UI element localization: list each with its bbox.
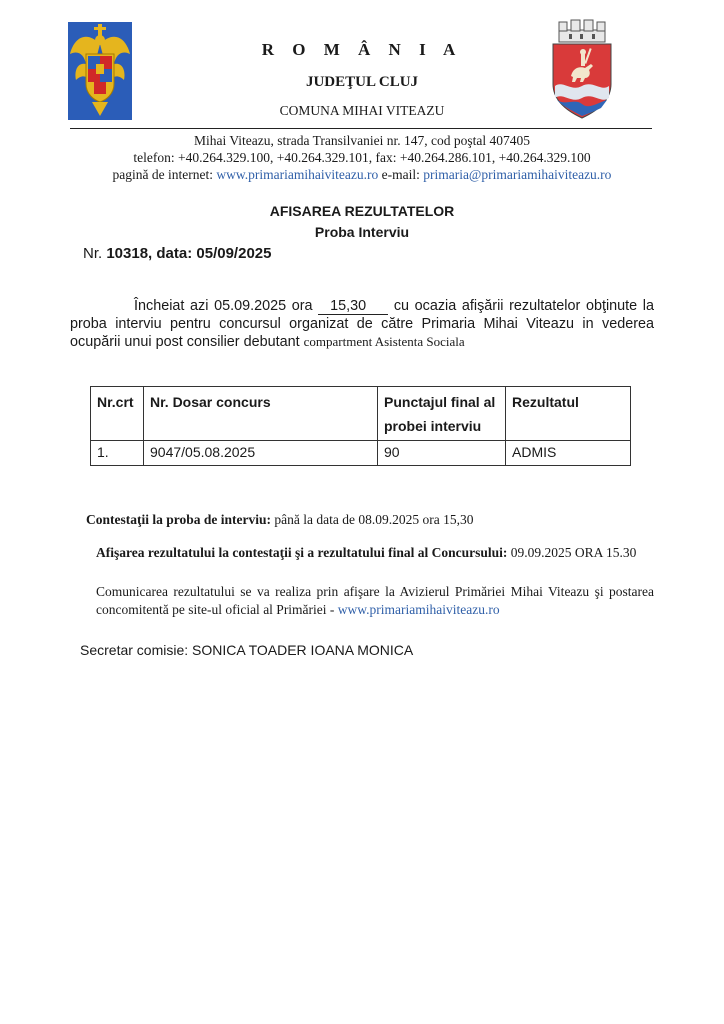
header-divider [70,128,652,129]
contact-phones: telefon: +40.264.329.100, +40.264.329.101, fax: +40.264.286.101, +40.264.329.100 [133,150,591,165]
table-header: Punctajul final al probei interviu [378,387,506,441]
contestations-line [86,512,473,528]
document-number [83,245,271,262]
body-part1: Încheiat azi 05.09.2025 ora [134,298,319,314]
document-subtitle: Proba Interviu [314,224,410,240]
body-paragraph [70,297,654,351]
contestations-value: până la data de 08.09.2025 ora 15,30 [274,512,474,527]
secretary-name: SONICA TOADER IOANA MONICA [192,642,414,658]
table-header: Nr.crt [91,387,144,441]
final-results-line [96,544,654,562]
header-country: R O M Â N I A [261,40,463,59]
table-cell: 1. [91,441,144,466]
table-header: Nr. Dosar concurs [144,387,378,441]
header-county: JUDEŢUL CLUJ [305,74,419,90]
website-link[interactable]: www.primariamihaiviteazu.ro [216,167,379,182]
body-time: 15,30 [318,299,388,315]
contact-web [0,167,724,183]
table-cell: 90 [378,441,506,466]
contestations-label: Contestaţii la proba de interviu: [86,512,271,527]
secretary-line [80,642,413,658]
contact-address: Mihai Viteazu, strada Transilvaniei nr. 147, cod poştal 407405 [193,133,531,148]
email-link[interactable]: primaria@primariamihaiviteazu.ro [423,167,612,182]
results-table [90,386,631,466]
table-header-row [91,387,631,441]
number-value: 10318, data: 05/09/2025 [106,245,272,262]
body-compartment: compartment Asistenta Sociala [303,334,465,349]
email-label: e-mail: [381,167,420,182]
web-label: pagină de internet: [112,167,214,182]
final-results-label: Afişarea rezultatului la contestaţii şi a rezultatului final al Concursului: [96,545,508,560]
secretary-label: Secretar comisie: [80,642,189,658]
communication-body: Comunicarea rezultatului se va realiza prin afişare la Avizierul Primăriei Mihai Viteazu şi postarea concomitentă pe site-ul oficial al Primăriei - [96,584,654,617]
table-header: Rezultatul [506,387,631,441]
table-cell: 9047/05.08.2025 [144,441,378,466]
number-prefix: Nr. [83,245,103,262]
communication-link[interactable]: www.primariamihaiviteazu.ro [337,602,500,617]
document-title: AFISAREA REZULTATELOR [269,203,455,219]
header-commune: COMUNA MIHAI VITEAZU [279,103,445,118]
final-results-value: 09.09.2025 ORA 15.30 [510,545,637,560]
table-cell: ADMIS [506,441,631,466]
table-row [91,441,631,466]
communication-text [96,583,654,619]
body-part2: cu ocazia afişării rezultatelor obţinute la proba interviu pentru concursul organizat de către Primaria Mihai Viteazu in vederea ocupării unui post consilier debutant [70,298,654,350]
